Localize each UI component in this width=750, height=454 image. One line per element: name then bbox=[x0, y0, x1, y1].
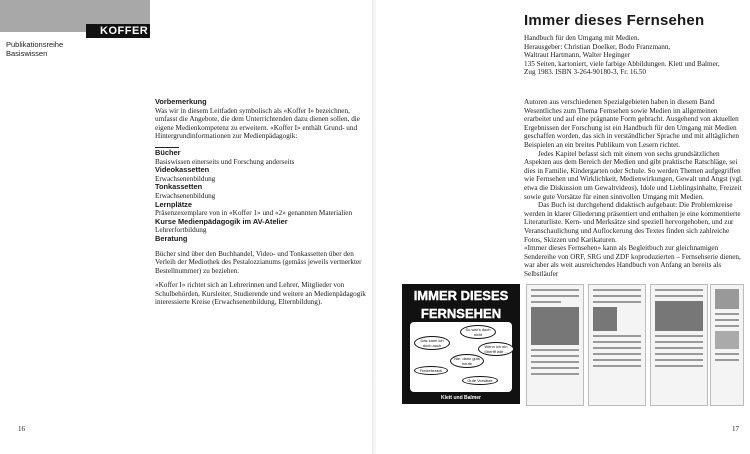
speech-bubble: Wenn ich ein Sheriff wär ... bbox=[478, 342, 514, 356]
koffer-tag: KOFFER bbox=[86, 24, 150, 38]
section-heading: Tonkassetten bbox=[155, 182, 203, 192]
section-text: Erwachsenenbildung bbox=[155, 174, 216, 183]
speech-bubble: Das kann ich doch auch bbox=[414, 336, 450, 350]
meta-line: Zug 1983. ISBN 3-264-90180-3, Fr. 16.50 bbox=[524, 68, 646, 77]
section-text: Lehrerfortbildung bbox=[155, 226, 207, 235]
section-heading: Beratung bbox=[155, 233, 188, 243]
series-line-2: Basiswissen bbox=[6, 49, 48, 58]
page-number-right: 17 bbox=[732, 425, 739, 433]
section-text: Präsenzexemplare von in «Koffer 1» und «2» genannten Materialien bbox=[155, 209, 353, 218]
left-column bbox=[155, 98, 373, 313]
cover-cartoon bbox=[410, 322, 512, 392]
meta-line: Herausgeber: Christian Doelker, Bodo Franzmann, bbox=[524, 42, 671, 51]
sample-page-thumbnail-3 bbox=[650, 284, 708, 406]
series-label bbox=[6, 40, 63, 58]
meta-line: 135 Seiten, kartoniert, viele farbige Abbildungen. Klett und Balmer, bbox=[524, 59, 720, 68]
review-paragraph: Autoren aus verschiedenen Spezialgebieten haben in diesem Band Wesentliches zum Thema Fernsehen sowie Medien im allgemeinen erarbeitet und auf eine prägnante Form gebracht. Ausgehend von aktuellen Ergebnissen der Forschung ist ein Handbuch für den Umgang mit Medien geschaffen worden, das sich in verständlicher Sprache und mit alltäglichen Beispielen an ein breites Publikum von Lesern richtet. bbox=[524, 98, 740, 149]
section-list bbox=[155, 149, 373, 244]
page-number-left: 16 bbox=[18, 425, 25, 433]
speech-bubble: Nie, dann guts heute bbox=[450, 354, 484, 368]
sample-page-thumbnail-1 bbox=[526, 284, 584, 406]
cover-title-line-2: FERNSEHEN bbox=[420, 306, 502, 321]
vorbemerkung-heading: Vorbemerkung bbox=[155, 97, 207, 106]
section-heading: Kurse Medienpädagogik im AV-Atelier bbox=[155, 216, 288, 226]
book-meta bbox=[524, 34, 744, 77]
review-paragraph: Jedes Kapitel befasst sich mit einem von sechs grundsätzlichen Aspekten aus dem Bereich der Medien und gibt praktische Ratschläge, sei dies in Familie, Kindergarten oder Schule. So werden Themen aufgegriffen wie Fernsehen und Wirklichkeit, Medienwirkungen, Gewalt und Angst (vgl. etwa die Diskussion um Gewaltvideos), Idole und Lieblingsinhalte, Freizeit sowie gute Vorsätze für einen sinnvollen Umgang mit Medien. bbox=[524, 149, 743, 201]
section-heading: Bücher bbox=[155, 147, 181, 157]
meta-line: Waltraut Hartmann, Walter Heginger bbox=[524, 51, 631, 60]
cover-publisher: Klett und Balmer bbox=[440, 395, 481, 401]
review-body bbox=[524, 98, 744, 278]
vorbemerkung-text: Was wir in diesem Leitfaden symbolisch als «Koffer I» bezeichnen, umfasst die Angebote, die dem Unterrichtenden dazu dienen sollen, die eigene Medienkompetenz zu erweitern. «Koffer I» enthält Grund- und Hintergrundinformationen zur Medienpädagogik: bbox=[155, 106, 360, 141]
speech-bubble: So war's doch nicht bbox=[460, 325, 496, 339]
section-text: Basiswissen einerseits und Forschung anderseits bbox=[155, 157, 295, 166]
book-title: Immer dieses Fernsehen bbox=[524, 12, 705, 29]
distribution-paragraph: Bücher sind über den Buchhandel, Video- und Tonkassetten über den Verleih der Mediothek des Pestalozzianums (gemäss jeweils vermerkter Bestellnummer) zu beziehen. bbox=[155, 249, 362, 275]
speech-bubble: Gute Vorsätze bbox=[462, 376, 498, 385]
cover-title-line-1: IMMER DIESES bbox=[413, 288, 509, 303]
sample-page-thumbnail-4 bbox=[710, 284, 744, 406]
meta-line: Handbuch für den Umgang mit Medien. bbox=[524, 34, 640, 42]
sample-page-thumbnail-2 bbox=[588, 284, 646, 406]
left-page bbox=[0, 0, 374, 454]
review-paragraph: «Immer dieses Fernsehen» kann als Begleitbuch zur gleichnamigen Sendereihe von ORF, SRG und ZDF koproduzierten – Fernsehserie dienen, war aber als weit ausreichendes Handbuch von Anfang an bereits als Selbstläufer bbox=[524, 244, 741, 278]
section-heading: Videokassetten bbox=[155, 165, 210, 175]
book-cover-image bbox=[402, 284, 520, 404]
speech-bubble: Freizeitcrack bbox=[414, 366, 448, 375]
right-page bbox=[376, 0, 750, 454]
audience-paragraph: «Koffer I» richtet sich an Lehrerinnen und Lehrer, Mitglieder von Schulbehörden, Kursleiter, Studierende und weitere an Medienpädagogik interessierte Kreise (Erwachsenenbildung, Elternbildung). bbox=[155, 281, 366, 307]
review-paragraph: Das Buch ist durchgehend didaktisch aufgebaut: Die Problemkreise werden in klarer Gliederung präsentiert und enthalten je eine kommentierte Literaturliste. Kern- und Merksätze sind speziell hervorgehoben, und zur Veranschaulichung und Auflockerung des Textes finden sich zahlreiche Fotos, Skizzen und Karikaturen. bbox=[524, 201, 741, 244]
section-heading: Lernplätze bbox=[155, 199, 192, 209]
series-line-1: Publikationsreihe bbox=[6, 40, 64, 49]
section-text: Erwachsenenbildung bbox=[155, 191, 216, 200]
